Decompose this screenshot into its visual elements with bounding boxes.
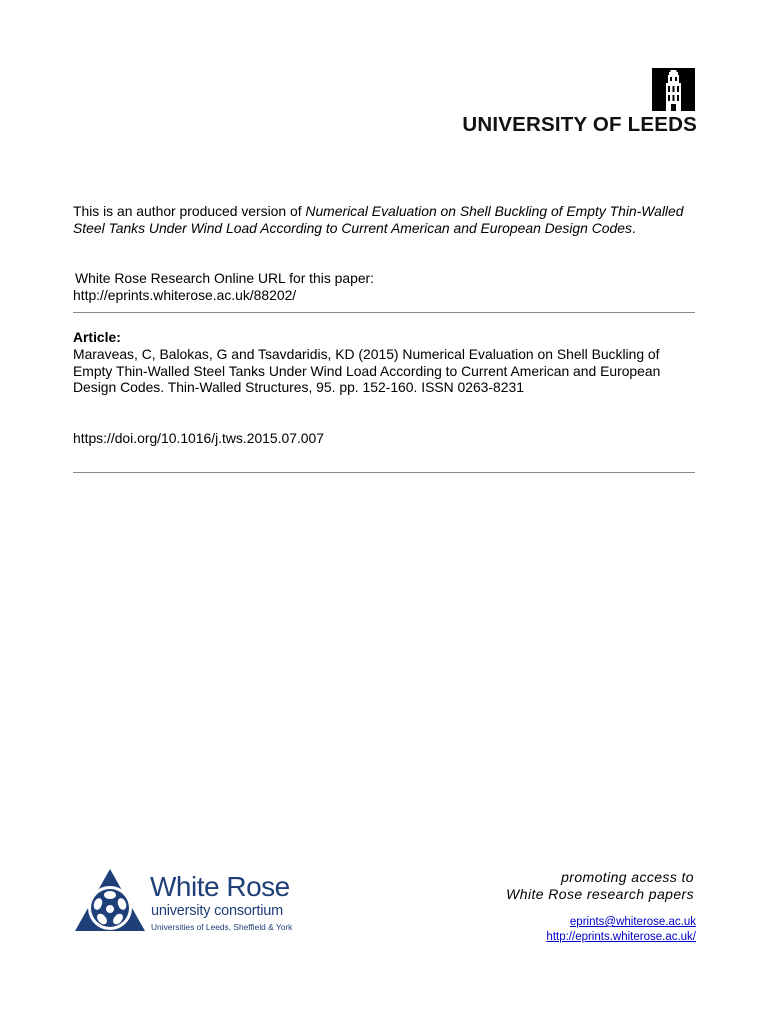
white-rose-universities: Universities of Leeds, Sheffield & York bbox=[151, 922, 293, 932]
white-rose-emblem-icon bbox=[74, 868, 146, 934]
article-citation: Maraveas, C, Balokas, G and Tsavdaridis, KD (2015) Numerical Evaluation on Shell Buckling of Empty Thin-Walled Steel Tanks Under Wind Load According to Current American and European Design Codes. Thin-Walled Structures, 95. pp. 152-160. ISSN 0263-8231 bbox=[73, 346, 661, 396]
contact-links bbox=[546, 915, 696, 945]
intro-paragraph bbox=[73, 203, 695, 236]
intro-prefix: This is an author produced version of bbox=[73, 203, 306, 219]
intro-suffix: . bbox=[631, 219, 636, 236]
paper-title: Numerical Evaluation on Shell Buckling of Empty Thin-Walled Steel Tanks Under Wind Load According to Current American and European Design Codes bbox=[73, 203, 684, 236]
url-label: White Rose Research Online URL for this paper: bbox=[75, 270, 375, 286]
url-block bbox=[75, 270, 697, 303]
divider-top bbox=[73, 312, 695, 313]
website-link[interactable]: http://eprints.whiterose.ac.uk/ bbox=[546, 931, 696, 943]
university-name: UNIVERSITY OF LEEDS bbox=[462, 113, 697, 136]
article-doi[interactable]: https://doi.org/10.1016/j.tws.2015.07.007 bbox=[73, 430, 324, 446]
white-rose-title: White Rose bbox=[150, 871, 290, 902]
white-rose-logo bbox=[74, 868, 296, 938]
promo-line-1: promoting access to bbox=[561, 869, 694, 885]
paper-url[interactable]: http://eprints.whiterose.ac.uk/88202/ bbox=[73, 286, 297, 303]
article-heading: Article: bbox=[73, 329, 121, 345]
promo-line-2: White Rose research papers bbox=[506, 885, 694, 902]
university-of-leeds-logo bbox=[452, 68, 697, 138]
email-link[interactable]: eprints@whiterose.ac.uk bbox=[569, 916, 696, 928]
promo-text bbox=[506, 869, 694, 902]
divider-bottom bbox=[73, 472, 695, 473]
parkinson-tower-icon bbox=[652, 68, 695, 111]
white-rose-subtitle: university consortium bbox=[151, 903, 283, 919]
